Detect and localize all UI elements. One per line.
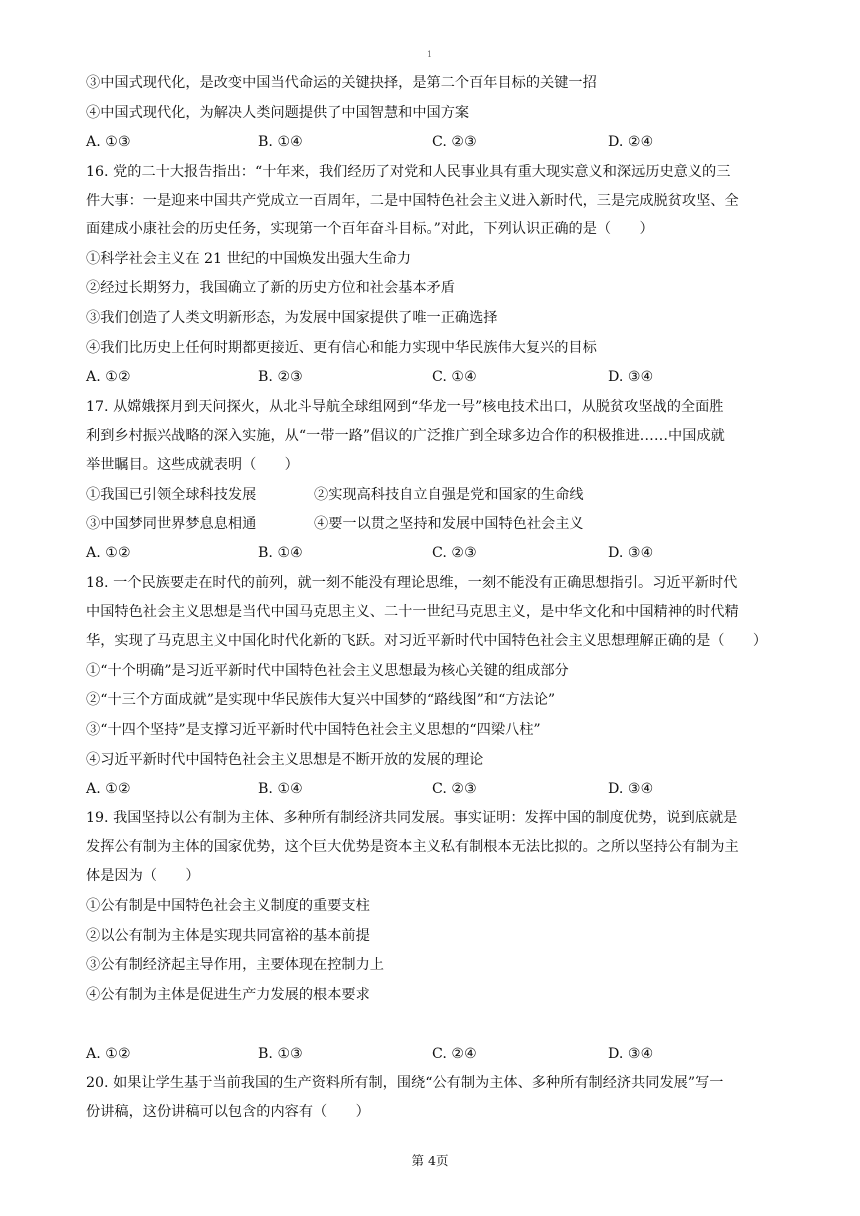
q16-option-d: D. ③④: [608, 369, 654, 385]
q19-item-4: ④公有制为主体是促进生产力发展的根本要求: [86, 987, 370, 1003]
q18-option-c: C. ②③: [432, 781, 477, 797]
q16-option-b: B. ②③: [258, 369, 303, 385]
q16-option-c: C. ①④: [432, 369, 477, 385]
q16-item-1: ①科学社会主义在 21 世纪的中国焕发出强大生命力: [86, 251, 412, 267]
q19-option-c: C. ②④: [432, 1046, 477, 1062]
q19-item-1: ①公有制是中国特色社会主义制度的重要支柱: [86, 898, 370, 914]
q18-option-a: A. ①②: [86, 781, 131, 797]
q15-option-a: A. ①③: [86, 134, 131, 150]
q19-stem-line-2: 发挥公有制为主体的国家优势，这个巨大优势是资本主义私有制根本无法比拟的。之所以坚持公有制为主: [86, 839, 739, 855]
q17-item-2: ②实现高科技自立自强是党和国家的生命线: [314, 487, 584, 503]
q19-stem-line-1: 19. 我国坚持以公有制为主体、多种所有制经济共同发展。事实证明：发挥中国的制度优势，说到底就是: [86, 810, 738, 826]
q17-option-c: C. ②③: [432, 545, 477, 561]
q17-option-b: B. ①④: [258, 545, 303, 561]
q15-item-4: ④中国式现代化，为解决人类问题提供了中国智慧和中国方案: [86, 105, 470, 121]
q16-item-2: ②经过长期努力，我国确立了新的历史方位和社会基本矛盾: [86, 280, 455, 296]
q16-stem-line-2: 件大事：一是迎来中国共产党成立一百周年，二是中国特色社会主义进入新时代，三是完成脱贫攻坚、全: [86, 193, 739, 209]
q16-option-a: A. ①②: [86, 369, 131, 385]
q16-stem-line-3: 面建成小康社会的历史任务，实现第一个百年奋斗目标。”对此，下列认识正确的是（ ）: [86, 221, 654, 237]
q17-options: [86, 543, 786, 563]
q19-options: [86, 1044, 786, 1064]
q20-stem-line-2: 份讲稿，这份讲稿可以包含的内容有（ ）: [86, 1104, 370, 1120]
q20-stem-line-1: 20. 如果让学生基于当前我国的生产资料所有制，围绕“公有制为主体、多种所有制经济共同发展”写一: [86, 1075, 724, 1091]
q16-item-4: ④我们比历史上任何时期都更接近、更有信心和能力实现中华民族伟大复兴的目标: [86, 340, 597, 356]
q17-stem-line-1: 17. 从嫦娥探月到天问探火，从北斗导航全球组网到“华龙一号”核电技术出口，从脱贫攻坚战的全面胜: [86, 399, 724, 415]
q18-options: [86, 779, 786, 799]
q15-options: [86, 132, 786, 152]
q18-stem-line-3: 华，实现了马克思主义中国化时代化新的飞跃。对习近平新时代中国特色社会主义思想理解正确的是（ ）: [86, 633, 768, 649]
q18-item-4: ④习近平新时代中国特色社会主义思想是不断开放的发展的理论: [86, 752, 484, 768]
q17-stem-line-2: 利到乡村振兴战略的深入实施，从“一带一路”倡议的广泛推广到全球多边合作的积极推进……中国成就: [86, 428, 725, 444]
q17-item-3: ③中国梦同世界梦息息相通: [86, 516, 257, 532]
q15-item-3: ③中国式现代化，是改变中国当代命运的关键抉择，是第二个百年目标的关键一招: [86, 75, 597, 91]
q15-option-d: D. ②④: [608, 134, 654, 150]
q17-option-a: A. ①②: [86, 545, 131, 561]
q18-option-d: D. ③④: [608, 781, 654, 797]
q16-item-3: ③我们创造了人类文明新形态，为发展中国家提供了唯一正确选择: [86, 310, 498, 326]
q18-item-3: ③“十四个坚持”是支撑习近平新时代中国特色社会主义思想的“四梁八柱”: [86, 722, 541, 738]
page-number: 第 4页: [411, 1153, 449, 1168]
q15-option-b: B. ①④: [258, 134, 303, 150]
q19-item-2: ②以公有制为主体是实现共同富裕的基本前提: [86, 928, 370, 944]
q17-option-d: D. ③④: [608, 545, 654, 561]
q18-stem-line-2: 中国特色社会主义思想是当代中国马克思主义、二十一世纪马克思主义，是中华文化和中国精神的时代精: [86, 604, 739, 620]
q16-options: [86, 367, 786, 387]
q19-stem-line-3: 体是因为（ ）: [86, 868, 200, 884]
q18-item-1: ①“十个明确”是习近平新时代中国特色社会主义思想最为核心关键的组成部分: [86, 663, 569, 679]
page-top-mark: 1: [427, 50, 433, 59]
q19-item-3: ③公有制经济起主导作用，主要体现在控制力上: [86, 957, 384, 973]
q18-stem-line-1: 18. 一个民族要走在时代的前列，就一刻不能没有理论思维，一刻不能没有正确思想指引。习近平新时代: [86, 575, 738, 591]
q19-option-d: D. ③④: [608, 1046, 654, 1062]
q18-item-2: ②“十三个方面成就”是实现中华民族伟大复兴中国梦的“路线图”和“方法论”: [86, 692, 556, 708]
q19-option-b: B. ①③: [258, 1046, 303, 1062]
q16-stem-line-1: 16. 党的二十大报告指出：“十年来，我们经历了对党和人民事业具有重大现实意义和深远历史意义的三: [86, 164, 731, 180]
q17-item-1: ①我国已引领全球科技发展: [86, 487, 257, 503]
q17-item-4: ④要一以贯之坚持和发展中国特色社会主义: [314, 516, 584, 532]
q15-option-c: C. ②③: [432, 134, 477, 150]
q19-option-a: A. ①②: [86, 1046, 131, 1062]
q17-stem-line-3: 举世瞩目。这些成就表明（ ）: [86, 457, 299, 473]
q18-option-b: B. ①④: [258, 781, 303, 797]
